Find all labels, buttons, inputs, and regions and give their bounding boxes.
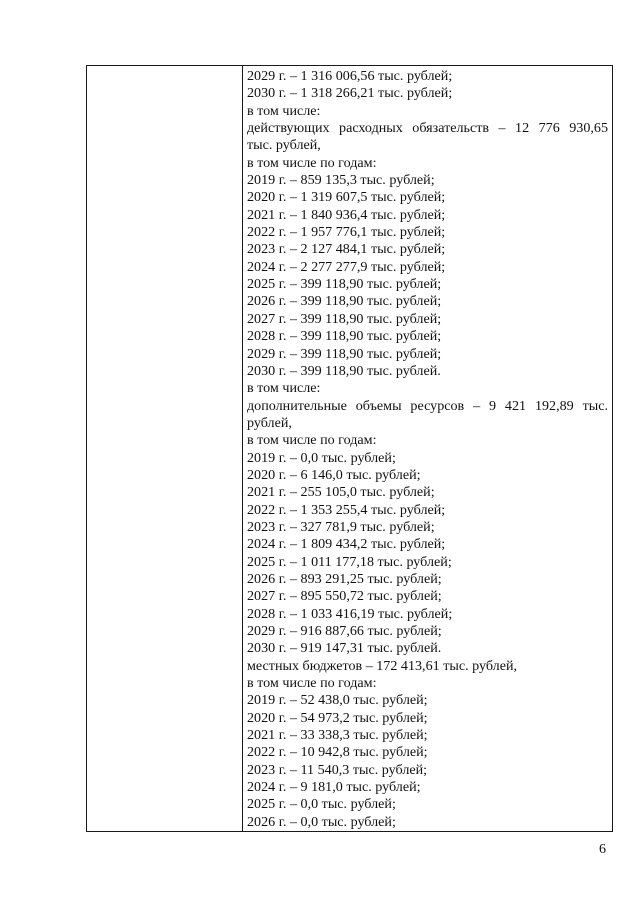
text-line: 2027 г. – 895 550,72 тыс. рублей;: [247, 588, 442, 605]
table-row: [87, 66, 613, 832]
table-left-cell: [87, 66, 243, 832]
text-line: 2030 г. – 1 318 266,21 тыс. рублей;: [247, 85, 453, 102]
text-line: 2022 г. – 1 957 776,1 тыс. рублей;: [247, 224, 446, 241]
text-line: 2019 г. – 52 438,0 тыс. рублей;: [247, 692, 428, 709]
text-line: 2019 г. – 0,0 тыс. рублей;: [247, 449, 396, 466]
passport-table: [86, 65, 613, 832]
text-line: 2030 г. – 919 147,31 тыс. рублей.: [247, 640, 442, 657]
text-line: 2020 г. – 6 146,0 тыс. рублей;: [247, 466, 421, 483]
text-line: действующих расходных обязательств – 12 776 930,65: [247, 120, 608, 137]
text-line: 2024 г. – 2 277 277,9 тыс. рублей;: [247, 258, 446, 275]
funding-text-block: [243, 66, 612, 831]
text-line: местных бюджетов – 172 413,61 тыс. рублей,: [247, 657, 518, 674]
text-line: 2028 г. – 399 118,90 тыс. рублей;: [247, 328, 442, 345]
page-number: 6: [599, 842, 606, 857]
text-line: в том числе по годам:: [247, 154, 377, 171]
text-line: 2024 г. – 9 181,0 тыс. рублей;: [247, 779, 421, 796]
text-line: 2023 г. – 2 127 484,1 тыс. рублей;: [247, 241, 446, 258]
text-line: тыс. рублей,: [247, 137, 321, 154]
text-line: рублей,: [247, 414, 292, 431]
text-line: 2019 г. – 859 135,3 тыс. рублей;: [247, 172, 435, 189]
text-line: 2026 г. – 399 118,90 тыс. рублей;: [247, 293, 442, 310]
text-line: в том числе:: [247, 102, 321, 119]
text-line: 2025 г. – 0,0 тыс. рублей;: [247, 796, 396, 813]
text-line: 2030 г. – 399 118,90 тыс. рублей.: [247, 362, 441, 379]
text-line: 2021 г. – 1 840 936,4 тыс. рублей;: [247, 206, 446, 223]
text-line: 2022 г. – 1 353 255,4 тыс. рублей;: [247, 501, 446, 518]
text-line: 2024 г. – 1 809 434,2 тыс. рублей;: [247, 536, 446, 553]
text-line: в том числе по годам:: [247, 432, 377, 449]
text-line: 2025 г. – 399 118,90 тыс. рублей;: [247, 276, 442, 293]
text-line: 2023 г. – 11 540,3 тыс. рублей;: [247, 761, 428, 778]
text-line: 2021 г. – 33 338,3 тыс. рублей;: [247, 727, 428, 744]
text-line: 2029 г. – 916 887,66 тыс. рублей;: [247, 623, 442, 639]
text-line: в том числе по годам:: [247, 675, 377, 692]
text-line: дополнительные объемы ресурсов – 9 421 192,89 тыс.: [247, 397, 608, 414]
table-right-cell: [243, 66, 613, 832]
text-line: 2029 г. – 399 118,90 тыс. рублей;: [247, 345, 442, 362]
text-line: 2029 г. – 1 316 006,56 тыс. рублей;: [247, 68, 453, 84]
text-line: 2026 г. – 893 291,25 тыс. рублей;: [247, 570, 442, 587]
text-line: 2026 г. – 0,0 тыс. рублей;: [247, 813, 396, 830]
text-line: 2020 г. – 1 319 607,5 тыс. рублей;: [247, 189, 446, 206]
text-line: 2023 г. – 327 781,9 тыс. рублей;: [247, 518, 435, 535]
text-line: 2021 г. – 255 105,0 тыс. рублей;: [247, 484, 435, 501]
text-line: 2022 г. – 10 942,8 тыс. рублей;: [247, 744, 428, 761]
text-line: 2020 г. – 54 973,2 тыс. рублей;: [247, 709, 428, 726]
text-line: 2028 г. – 1 033 416,19 тыс. рублей;: [247, 605, 453, 622]
text-line: 2025 г. – 1 011 177,18 тыс. рублей;: [247, 553, 452, 570]
text-line: 2027 г. – 399 118,90 тыс. рублей;: [247, 310, 442, 327]
text-line: в том числе:: [247, 380, 321, 397]
